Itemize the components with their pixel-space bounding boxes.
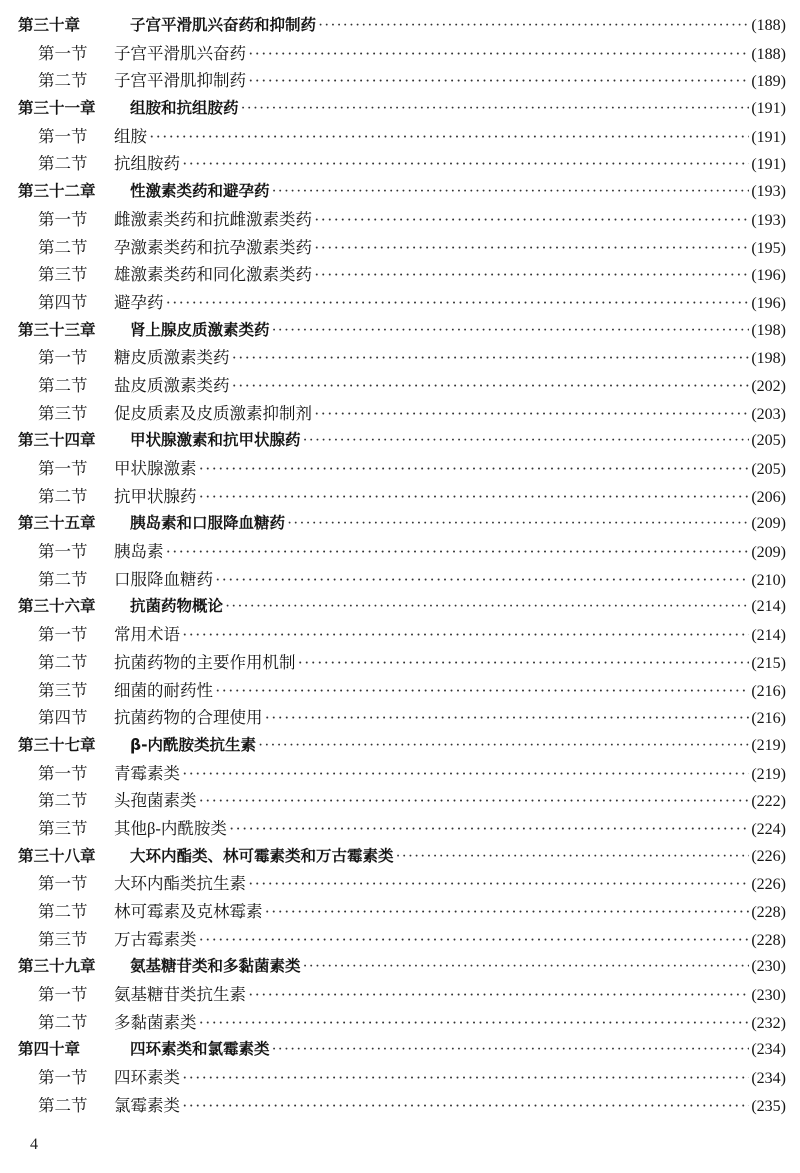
section-title: 雄激素类药和同化激素类药 bbox=[114, 265, 312, 285]
dot-leader bbox=[225, 593, 749, 621]
page-ref: (234) bbox=[751, 1041, 786, 1059]
section-number: 第二节 bbox=[38, 237, 88, 257]
toc-chapter-entry[interactable] bbox=[0, 12, 800, 40]
section-title: 组胺 bbox=[114, 126, 147, 146]
section-title: 头孢菌素类 bbox=[114, 791, 197, 811]
dot-leader bbox=[258, 732, 749, 760]
section-title: 促皮质素及皮质激素抑制剂 bbox=[114, 403, 312, 423]
dot-leader bbox=[182, 621, 749, 649]
section-title: 抗菌药物的合理使用 bbox=[114, 708, 263, 728]
toc-section-entry[interactable] bbox=[0, 898, 800, 926]
toc-section-entry[interactable] bbox=[0, 787, 800, 815]
page-ref: (198) bbox=[751, 350, 786, 368]
dot-leader bbox=[199, 926, 750, 954]
section-number: 第三节 bbox=[38, 680, 88, 700]
dot-leader bbox=[182, 1064, 749, 1092]
section-number: 第二节 bbox=[38, 791, 88, 811]
dot-leader bbox=[166, 538, 750, 566]
dot-leader bbox=[229, 815, 749, 843]
page-ref: (209) bbox=[751, 544, 786, 562]
section-number: 第一节 bbox=[38, 1068, 88, 1088]
page-ref: (216) bbox=[751, 682, 786, 700]
toc-chapter-entry[interactable] bbox=[0, 953, 800, 981]
section-number: 第二节 bbox=[38, 569, 88, 589]
dot-leader bbox=[265, 704, 750, 732]
toc-section-entry[interactable] bbox=[0, 40, 800, 68]
dot-leader bbox=[241, 95, 750, 123]
page-ref: (210) bbox=[751, 571, 786, 589]
section-number: 第一节 bbox=[38, 348, 88, 368]
toc-chapter-entry[interactable] bbox=[0, 178, 800, 206]
toc-chapter-entry[interactable] bbox=[0, 843, 800, 871]
section-number: 第三节 bbox=[38, 403, 88, 423]
toc-section-entry[interactable] bbox=[0, 150, 800, 178]
dot-leader bbox=[314, 234, 749, 262]
page-ref: (191) bbox=[751, 100, 786, 118]
section-number: 第四节 bbox=[38, 708, 88, 728]
section-title: 孕激素类药和抗孕激素类药 bbox=[114, 237, 312, 257]
chapter-title: 抗菌药物概论 bbox=[130, 597, 224, 616]
toc-chapter-entry[interactable] bbox=[0, 510, 800, 538]
chapter-number: 第三十五章 bbox=[18, 514, 96, 533]
dot-leader bbox=[248, 981, 749, 1009]
dot-leader bbox=[314, 400, 749, 428]
toc-section-entry[interactable] bbox=[0, 372, 800, 400]
toc-section-entry[interactable] bbox=[0, 538, 800, 566]
page-ref: (205) bbox=[751, 461, 786, 478]
page-ref: (228) bbox=[751, 931, 786, 949]
chapter-title: 组胺和抗组胺药 bbox=[130, 99, 239, 118]
toc-section-entry[interactable] bbox=[0, 483, 800, 511]
section-number: 第四节 bbox=[38, 292, 88, 312]
dot-leader bbox=[314, 206, 749, 234]
dot-leader bbox=[248, 40, 749, 68]
dot-leader bbox=[265, 898, 750, 926]
dot-leader bbox=[182, 760, 749, 788]
section-number: 第一节 bbox=[38, 209, 88, 229]
page-ref: (191) bbox=[751, 156, 786, 174]
page-ref: (191) bbox=[751, 128, 786, 146]
section-number: 第二节 bbox=[38, 1095, 88, 1115]
section-number: 第二节 bbox=[38, 1012, 88, 1032]
page-ref: (202) bbox=[751, 377, 786, 395]
section-title: 甲状腺激素 bbox=[114, 459, 197, 478]
section-number: 第二节 bbox=[38, 486, 88, 506]
page-ref: (196) bbox=[751, 267, 786, 285]
page-ref: (196) bbox=[751, 294, 786, 312]
toc-chapter-entry[interactable] bbox=[0, 95, 800, 123]
dot-leader bbox=[272, 1036, 750, 1064]
toc-section-entry[interactable] bbox=[0, 206, 800, 234]
page-number: 4 bbox=[30, 1136, 38, 1153]
dot-leader bbox=[199, 455, 750, 483]
toc-chapter-entry[interactable] bbox=[0, 732, 800, 760]
section-title: 其他β-内酰胺类 bbox=[114, 818, 227, 838]
page-ref: (209) bbox=[751, 515, 786, 533]
section-number: 第二节 bbox=[38, 71, 88, 91]
chapter-number: 第三十一章 bbox=[18, 99, 96, 118]
chapter-title: β-内酰胺类抗生素 bbox=[130, 735, 257, 754]
dot-leader bbox=[199, 483, 750, 511]
toc-section-entry[interactable] bbox=[0, 1009, 800, 1037]
page-ref: (214) bbox=[751, 598, 786, 616]
page-ref: (188) bbox=[751, 17, 786, 34]
page-ref: (189) bbox=[751, 73, 786, 91]
toc-section-entry[interactable] bbox=[0, 1092, 800, 1120]
section-title: 抗组胺药 bbox=[114, 154, 180, 174]
section-number: 第一节 bbox=[38, 763, 88, 783]
dot-leader bbox=[272, 317, 750, 345]
section-title: 抗甲状腺药 bbox=[114, 486, 197, 506]
toc-section-entry[interactable] bbox=[0, 566, 800, 594]
page-ref: (224) bbox=[751, 820, 786, 838]
section-number: 第一节 bbox=[38, 874, 88, 894]
chapter-number: 第三十九章 bbox=[18, 957, 96, 976]
toc-section-entry[interactable] bbox=[0, 289, 800, 317]
page-ref: (232) bbox=[751, 1014, 786, 1032]
section-title: 林可霉素及克林霉素 bbox=[114, 902, 263, 921]
page-ref: (219) bbox=[751, 736, 786, 754]
dot-leader bbox=[232, 344, 750, 372]
dot-leader bbox=[248, 870, 749, 898]
toc-section-entry[interactable] bbox=[0, 234, 800, 262]
section-title: 抗菌药物的主要作用机制 bbox=[114, 652, 296, 672]
section-title: 氨基糖苷类抗生素 bbox=[114, 985, 246, 1005]
section-number: 第一节 bbox=[38, 126, 88, 146]
section-number: 第一节 bbox=[38, 542, 88, 562]
page-ref: (188) bbox=[751, 45, 786, 63]
section-title: 四环素类 bbox=[114, 1068, 180, 1088]
chapter-title: 子宫平滑肌兴奋药和抑制药 bbox=[130, 16, 317, 34]
page-ref: (216) bbox=[751, 710, 786, 728]
section-title: 青霉素类 bbox=[114, 763, 180, 783]
section-number: 第二节 bbox=[38, 652, 88, 672]
page-ref: (198) bbox=[751, 321, 786, 339]
page-ref: (193) bbox=[751, 211, 786, 229]
toc-section-entry[interactable] bbox=[0, 760, 800, 788]
toc-chapter-entry[interactable] bbox=[0, 593, 800, 621]
dot-leader bbox=[314, 261, 749, 289]
section-number: 第三节 bbox=[38, 929, 88, 949]
section-number: 第三节 bbox=[38, 265, 88, 285]
chapter-title: 大环内酯类、林可霉素类和万古霉素类 bbox=[130, 846, 394, 865]
toc-section-entry[interactable] bbox=[0, 344, 800, 372]
page-ref: (235) bbox=[751, 1097, 786, 1115]
dot-leader bbox=[287, 510, 749, 538]
dot-leader bbox=[248, 67, 749, 95]
dot-leader bbox=[303, 427, 750, 455]
dot-leader bbox=[166, 289, 750, 317]
dot-leader bbox=[182, 1092, 749, 1120]
toc-section-entry[interactable] bbox=[0, 1064, 800, 1092]
dot-leader bbox=[149, 123, 749, 151]
dot-leader bbox=[298, 649, 750, 677]
toc-section-entry[interactable] bbox=[0, 649, 800, 677]
chapter-number: 第三十六章 bbox=[18, 597, 96, 616]
chapter-title: 肾上腺皮质激素类药 bbox=[130, 320, 270, 339]
dot-leader bbox=[318, 12, 749, 40]
section-title: 子宫平滑肌抑制药 bbox=[114, 71, 246, 91]
section-number: 第一节 bbox=[38, 43, 88, 63]
chapter-number: 第三十三章 bbox=[18, 320, 96, 339]
section-title: 口服降血糖药 bbox=[114, 569, 213, 589]
page-ref: (222) bbox=[751, 793, 786, 811]
section-title: 常用术语 bbox=[114, 625, 180, 645]
page-ref: (226) bbox=[751, 847, 786, 865]
page-ref: (215) bbox=[751, 654, 786, 672]
chapter-number: 第三十四章 bbox=[18, 431, 96, 450]
chapter-title: 氨基糖苷类和多黏菌素类 bbox=[130, 957, 301, 976]
table-of-contents bbox=[0, 12, 800, 1120]
page-ref: (226) bbox=[751, 876, 786, 894]
section-title: 子宫平滑肌兴奋药 bbox=[114, 43, 246, 63]
section-title: 大环内酯类抗生素 bbox=[114, 874, 246, 894]
page-ref: (230) bbox=[751, 958, 786, 976]
page-ref: (205) bbox=[751, 432, 786, 450]
section-title: 多黏菌素类 bbox=[114, 1012, 197, 1032]
page-ref: (230) bbox=[751, 987, 786, 1005]
section-title: 避孕药 bbox=[114, 292, 164, 312]
section-number: 第二节 bbox=[38, 902, 88, 921]
page-ref: (193) bbox=[751, 183, 786, 201]
section-number: 第一节 bbox=[38, 625, 88, 645]
toc-section-entry[interactable] bbox=[0, 123, 800, 151]
dot-leader bbox=[215, 677, 749, 705]
section-title: 胰岛素 bbox=[114, 542, 164, 562]
toc-section-entry[interactable] bbox=[0, 621, 800, 649]
page-ref: (203) bbox=[751, 405, 786, 423]
toc-section-entry[interactable] bbox=[0, 67, 800, 95]
page-ref: (214) bbox=[751, 627, 786, 645]
section-title: 糖皮质激素类药 bbox=[114, 348, 230, 368]
section-number: 第一节 bbox=[38, 459, 88, 478]
toc-chapter-entry[interactable] bbox=[0, 317, 800, 345]
dot-leader bbox=[215, 566, 749, 594]
toc-section-entry[interactable] bbox=[0, 981, 800, 1009]
toc-section-entry[interactable] bbox=[0, 400, 800, 428]
section-title: 细菌的耐药性 bbox=[114, 680, 213, 700]
toc-section-entry[interactable] bbox=[0, 261, 800, 289]
section-number: 第一节 bbox=[38, 985, 88, 1005]
section-number: 第二节 bbox=[38, 375, 88, 395]
chapter-title: 性激素类药和避孕药 bbox=[130, 182, 270, 201]
section-title: 雌激素类药和抗雌激素类药 bbox=[114, 209, 312, 229]
page-ref: (206) bbox=[751, 488, 786, 506]
section-title: 万古霉素类 bbox=[114, 929, 197, 949]
section-title: 盐皮质激素类药 bbox=[114, 375, 230, 395]
dot-leader bbox=[303, 953, 750, 981]
section-title: 氯霉素类 bbox=[114, 1095, 180, 1115]
chapter-number: 第三十章 bbox=[18, 16, 81, 34]
dot-leader bbox=[232, 372, 750, 400]
toc-chapter-entry[interactable] bbox=[0, 427, 800, 455]
chapter-number: 第四十章 bbox=[18, 1040, 81, 1059]
chapter-title: 四环素类和氯霉素类 bbox=[130, 1040, 270, 1059]
dot-leader bbox=[199, 1009, 750, 1037]
page-ref: (234) bbox=[751, 1070, 786, 1088]
toc-section-entry[interactable] bbox=[0, 815, 800, 843]
toc-section-entry[interactable] bbox=[0, 704, 800, 732]
dot-leader bbox=[182, 150, 749, 178]
chapter-title: 胰岛素和口服降血糖药 bbox=[130, 514, 286, 533]
page-ref: (219) bbox=[751, 765, 786, 783]
chapter-number: 第三十二章 bbox=[18, 182, 96, 201]
chapter-number: 第三十七章 bbox=[18, 735, 96, 754]
page-ref: (228) bbox=[751, 904, 786, 921]
chapter-title: 甲状腺激素和抗甲状腺药 bbox=[130, 431, 301, 450]
toc-section-entry[interactable] bbox=[0, 870, 800, 898]
dot-leader bbox=[396, 843, 750, 871]
dot-leader bbox=[199, 787, 750, 815]
dot-leader bbox=[272, 178, 750, 206]
section-number: 第二节 bbox=[38, 154, 88, 174]
toc-chapter-entry[interactable] bbox=[0, 1036, 800, 1064]
page-ref: (195) bbox=[751, 239, 786, 257]
chapter-number: 第三十八章 bbox=[18, 846, 96, 865]
toc-section-entry[interactable] bbox=[0, 677, 800, 705]
section-number: 第三节 bbox=[38, 818, 88, 838]
toc-section-entry[interactable] bbox=[0, 455, 800, 483]
toc-section-entry[interactable] bbox=[0, 926, 800, 954]
